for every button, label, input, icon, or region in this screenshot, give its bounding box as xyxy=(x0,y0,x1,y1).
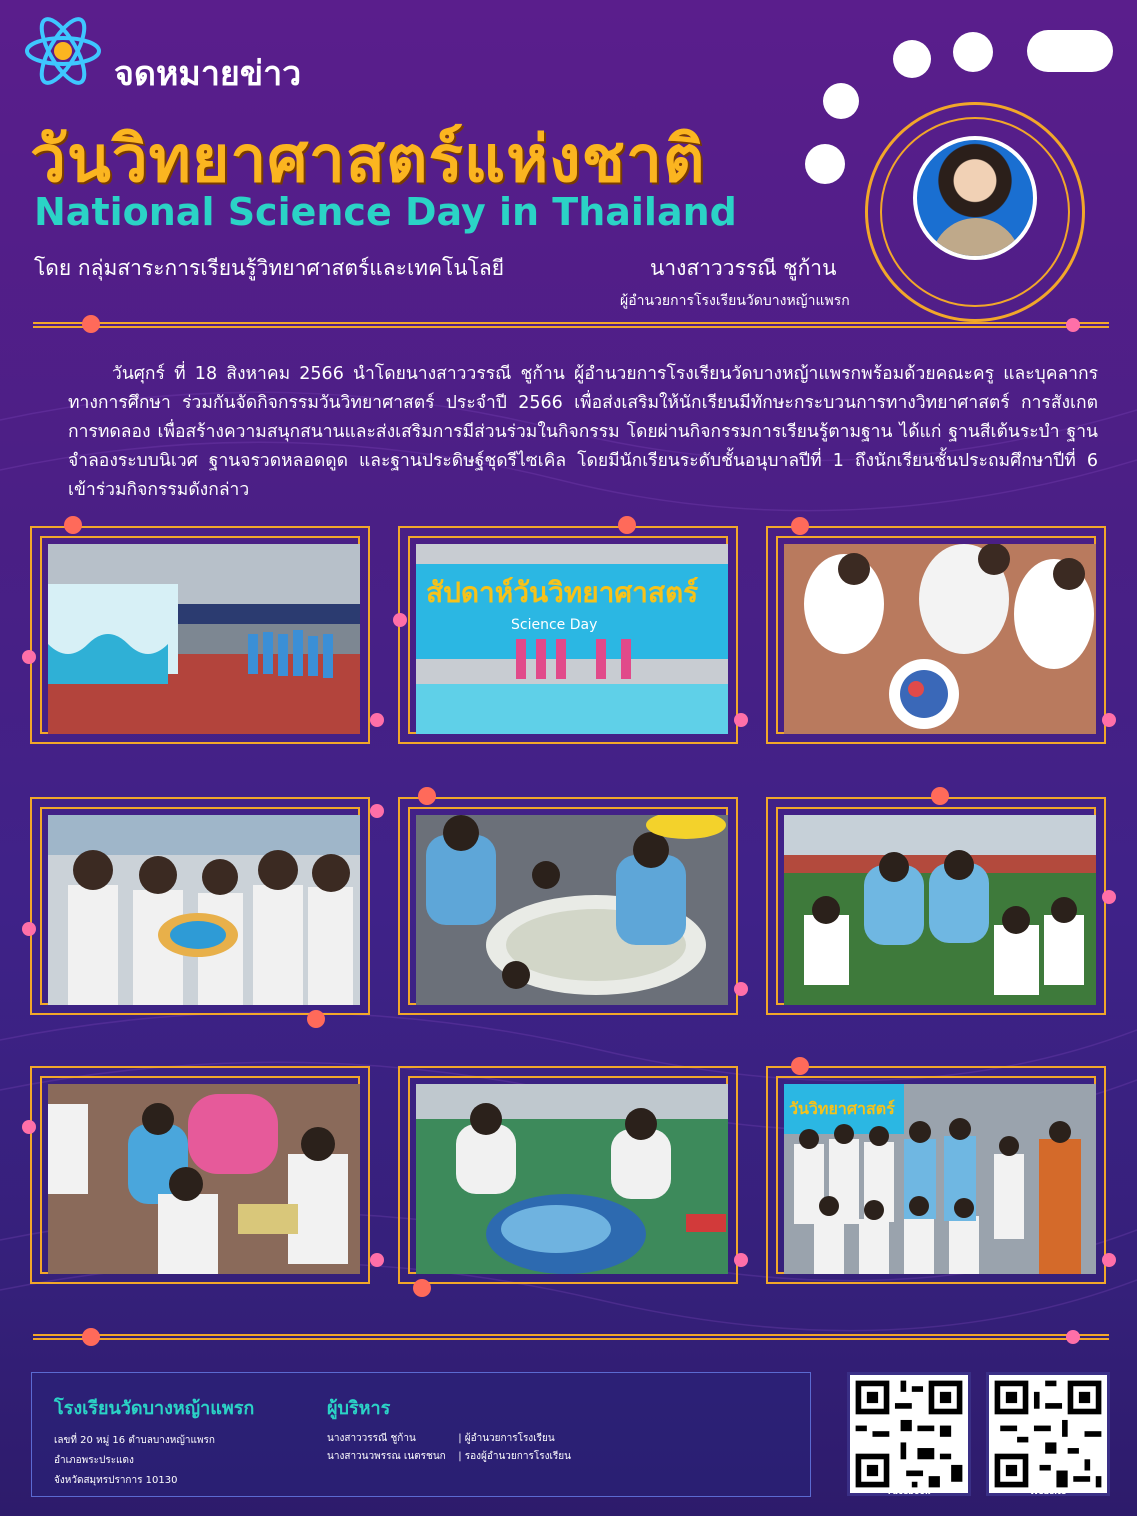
frame-bead xyxy=(370,804,384,818)
photo-card-2 xyxy=(398,526,738,744)
divider-bead xyxy=(1066,1330,1080,1344)
newsletter-label: จดหมายข่าว xyxy=(114,54,302,94)
frame-bead xyxy=(393,613,407,627)
address-line: เลขที่ 20 หมู่ 16 ตำบลบางหญ้าแพรก xyxy=(54,1435,215,1446)
address-line: อำเภอพระประแดง xyxy=(54,1455,134,1466)
banner-text: สัปดาห์วันวิทยาศาสตร์ xyxy=(426,576,699,609)
decor-dot xyxy=(823,83,859,119)
qr-facebook-label: Facebook xyxy=(887,1487,931,1496)
executive-name: นางสาวนวพรรณ เนตรชนก xyxy=(327,1451,446,1462)
executives-title: ผู้บริหาร xyxy=(327,1398,391,1419)
footer-info xyxy=(31,1372,811,1497)
frame-bead xyxy=(1102,713,1116,727)
director-position: ผู้อำนวยการโรงเรียนวัดบางหญ้าแพรก xyxy=(620,293,850,309)
photo-card-9 xyxy=(766,1066,1106,1284)
decor-dot xyxy=(953,32,993,72)
executive-row xyxy=(327,1449,571,1464)
top-divider xyxy=(33,322,1109,328)
photo-card-1 xyxy=(30,526,370,744)
atom-icon xyxy=(22,10,104,92)
frame-bead xyxy=(931,787,949,805)
photo-card-7 xyxy=(30,1066,370,1284)
photo-group xyxy=(784,1084,1096,1274)
frame-bead xyxy=(1102,1253,1116,1267)
frame-bead xyxy=(64,516,82,534)
photo-card-3 xyxy=(766,526,1106,744)
qr-code-icon xyxy=(850,1375,968,1493)
decor-dot xyxy=(805,144,845,184)
photo-ecosystem-tub xyxy=(416,815,728,1005)
qr-website[interactable] xyxy=(986,1372,1110,1496)
photo-card-8 xyxy=(398,1066,738,1284)
photo-assembly xyxy=(48,544,360,734)
frame-bead xyxy=(22,650,36,664)
portrait-uniform xyxy=(931,218,1021,260)
page-title-thai: วันวิทยาศาสตร์แห่งชาติ xyxy=(30,123,706,197)
frame-bead xyxy=(370,1253,384,1267)
decor-pill xyxy=(1027,30,1113,72)
photo-recycle-craft xyxy=(48,1084,360,1274)
school-name: โรงเรียนวัดบางหญ้าแพรก xyxy=(54,1398,255,1419)
executive-row xyxy=(327,1431,555,1446)
frame-bead xyxy=(618,516,636,534)
frame-bead xyxy=(791,517,809,535)
address-line: จังหวัดสมุทรปราการ 10130 xyxy=(54,1475,178,1486)
director-portrait xyxy=(913,136,1037,260)
bottom-divider xyxy=(33,1334,1109,1340)
divider-bead xyxy=(82,315,100,333)
frame-bead xyxy=(22,1120,36,1134)
decor-dot xyxy=(893,40,931,78)
frame-bead xyxy=(370,713,384,727)
divider-bead xyxy=(82,1328,100,1346)
frame-bead xyxy=(413,1279,431,1297)
news-body: วันศุกร์ ที่ 18 สิงหาคม 2566 นำโดยนางสาววรรณี ชูก้าน ผู้อำนวยการโรงเรียนวัดบางหญ้าแพรกพร้อมด้วยคณะครู และบุคลากรทางการศึกษา ร่วมกันจัดกิจกรรมวันวิทยาศาสตร์ ประจำปี 2566 เพื่อส่งเสริมให้นักเรียนมีทักษะกระบวนการทางวิทยาศาสตร์ การสังเกต การทดลอง เพื่อสร้างความสนุกสนานและส่งเสริมการมีส่วนร่วมในกิจกรรม โดยผ่านกิจกรรมการเรียนรู้ตามฐาน ได้แก่ ฐานสีเต้นระบำ ฐานจำลองระบบนิเวศ ฐานจรวดหลอดดูด และฐานประดิษฐ์ชุดรีไซเคิล โดยมีนักเรียนระดับชั้นอนุบาลปีที่ 1 ถึงนักเรียนชั้นประถมศึกษาปีที่ 6 เข้าร่วมกิจกรรมดังกล่าว xyxy=(68,364,1098,500)
photo-card-5 xyxy=(398,797,738,1015)
organizer-line: โดย กลุ่มสาระการเรียนรู้วิทยาศาสตร์และเทคโนโลยี xyxy=(34,256,505,280)
frame-bead xyxy=(418,787,436,805)
photo-rocket-straw xyxy=(784,815,1096,1005)
divider-bead xyxy=(1066,318,1080,332)
frame-bead xyxy=(307,1010,325,1028)
executive-role: | รองผู้อำนวยการโรงเรียน xyxy=(458,1451,571,1462)
frame-bead xyxy=(22,922,36,936)
photo-card-6 xyxy=(766,797,1106,1015)
banner-text-2: วันวิทยาศาสตร์ xyxy=(789,1099,895,1118)
frame-bead xyxy=(734,713,748,727)
photo-stage xyxy=(416,544,728,734)
frame-bead xyxy=(734,1253,748,1267)
director-name: นางสาววรรณี ชูก้าน xyxy=(650,256,837,280)
photo-recycled-costume xyxy=(416,1084,728,1274)
executive-name: นางสาววรรณี ชูก้าน xyxy=(327,1433,416,1444)
frame-bead xyxy=(791,1057,809,1075)
page-title-english: National Science Day in Thailand xyxy=(34,190,737,234)
executive-role: | ผู้อำนวยการโรงเรียน xyxy=(458,1433,555,1444)
photo-card-4 xyxy=(30,797,370,1015)
photo-color-dance xyxy=(784,544,1096,734)
photo-students-plate xyxy=(48,815,360,1005)
qr-code-icon xyxy=(989,1375,1107,1493)
frame-bead xyxy=(734,982,748,996)
qr-facebook[interactable] xyxy=(847,1372,971,1496)
banner-subtext: Science Day xyxy=(511,617,598,633)
qr-website-label: Website xyxy=(1029,1487,1067,1496)
frame-bead xyxy=(1102,890,1116,904)
